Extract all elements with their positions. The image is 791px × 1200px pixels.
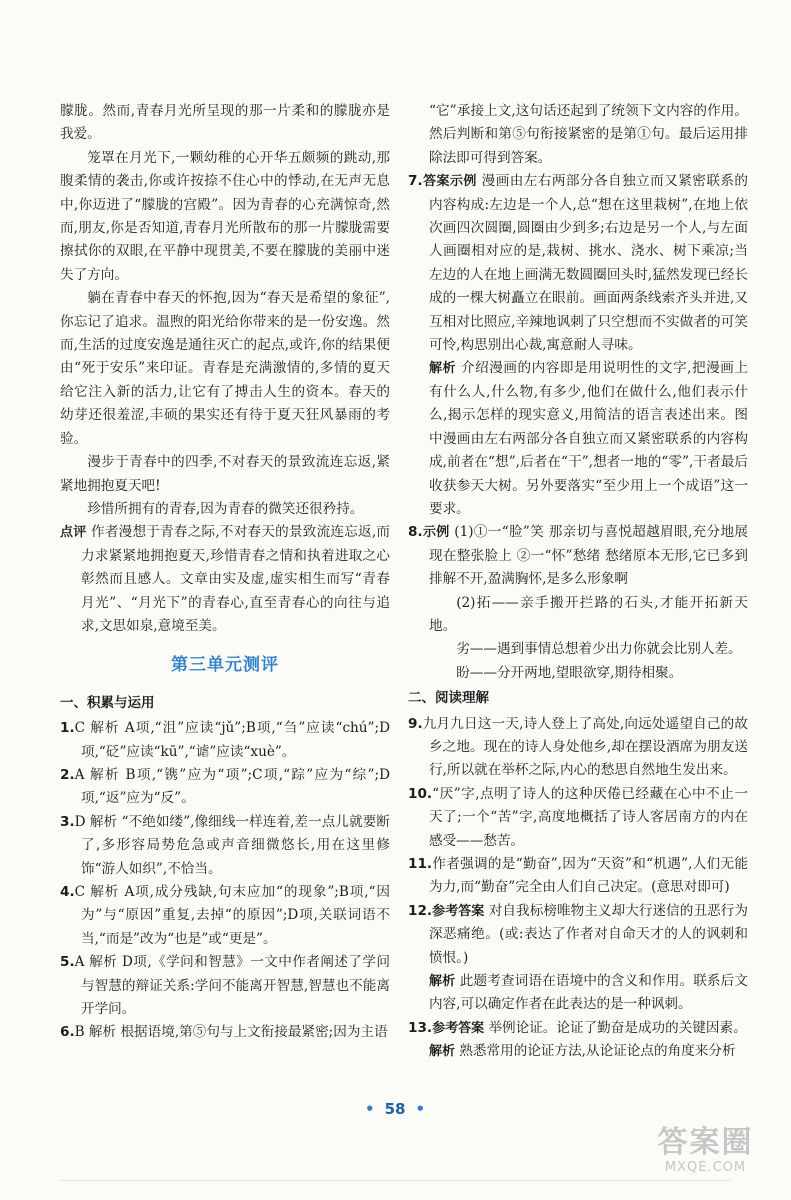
page-number	[355, 1100, 435, 1118]
item-number: 2.	[60, 766, 75, 783]
comment	[60, 521, 390, 638]
page-number-text: 58	[384, 1100, 406, 1118]
answer-item	[408, 783, 748, 853]
answer-item	[60, 717, 390, 764]
answer-item	[408, 1017, 748, 1040]
answer-item	[408, 521, 748, 591]
item-number: 5.	[60, 954, 75, 971]
analysis	[408, 357, 748, 521]
item-number: 3.	[60, 813, 75, 830]
item-text: B 解析 根据语境,第⑤句与上文衔接最紧密;因为主语	[74, 1024, 388, 1041]
item-number: 12.	[408, 902, 433, 919]
right-column	[408, 100, 748, 1064]
answer-item	[60, 881, 390, 951]
item-text: C 解析 A项,成分残缺,句末应加“的现象”;B项,“因为”与“原因”重复,去掉“的原因”;D项,关联词语不当,“而是”改为“也是”或“更是”。	[74, 884, 390, 947]
essay-paragraph: 漫步于青春中的四季,不对春天的景致流连忘返,紧紧地拥抱夏天吧!	[60, 454, 390, 494]
answer-item	[60, 811, 390, 881]
comment-text: 作者漫想于青春之际,不对春天的景致流连忘返,而力求紧紧地拥抱夏天,珍惜青春之情和执着进取之心彰然而且感人。文章由实及虚,虚实相生而写“青春月光”、“月光下”的青春心,直至青春心的向往与追求,文思如泉,意境至美。	[81, 524, 390, 634]
item-number: 10.	[408, 785, 433, 802]
watermark-url: MXQE.COM	[664, 1160, 747, 1175]
item-text: A 解析 B项,“镌”应为“项”;C项,“踪”应为“综”;D项,“返”应为“反”。	[74, 766, 390, 807]
analysis	[408, 1040, 748, 1063]
answer-tag: 示例	[422, 525, 450, 541]
item-number: 6.	[60, 1024, 75, 1041]
item-number: 7.	[408, 173, 423, 190]
analysis-tag: 解析	[429, 974, 456, 990]
answer-item	[60, 951, 390, 1021]
analysis-text: 介绍漫画的内容即是用说明性的文字,把漫画上有什么人,什么物,有多少,他们在做什么,他们表示什么,揭示怎样的现实意义,用简洁的语言表述出来。图中漫画由左右两部分各自独立而又紧密联系的内容构成,前者在“想”,后者在“干”,想者一地的“零”,干者最后收获参天大树。另外要落实“至少用上一个成语”这一要求。	[429, 360, 748, 517]
item-text: (1)①一“脸”笑 那亲切与喜悦超越眉眼,充分地展现在整张脸上 ②一“怀”愁绪 愁绪原本无形,它已多到排解不开,盈满胸怀,是多么形象啊	[429, 524, 748, 588]
item-number: 11.	[408, 856, 433, 872]
answer-line: 劣——遇到事情总想着少出力你就会比别人差。	[456, 641, 742, 658]
answer-item	[60, 1021, 390, 1044]
answer-item	[408, 170, 748, 357]
section-heading: 二、阅读理解	[408, 690, 489, 707]
answer-line: 盼——分开两地,望眼欲穿,期待相聚。	[456, 664, 683, 681]
dot-icon: •	[365, 1100, 375, 1118]
left-column	[60, 100, 390, 1045]
item-text: 九月九日这一天,诗人登上了高处,向远处遥望自己的故乡之地。现在的诗人身处他乡,却在摆设酒席为朋友送行,所以就在举杯之际,内心的愁思自然地生发出来。	[422, 715, 748, 779]
answer-tag: 参考答案	[432, 1020, 485, 1036]
essay-paragraph: 朦胧。然而,青春月光所呈现的那一片柔和的朦胧亦是我爱。	[60, 103, 390, 143]
analysis-tag: 解析	[429, 361, 457, 377]
item-text: 漫画由左右两部分各自独立而又紧密联系的内容构成:左边是一个人,总“想在这里栽树”,在地上依次画四次圆圈,圆圈由少到多;右边是另一个人,与左面人画圈相对应的是,栽树、挑水、浇水、树下乘凉;当左边的人在地上画满无数圆圈回头时,猛然发现已经长成的一棵大树矗立在眼前。画面两条线索齐头并进,又互相对比照应,辛辣地讽刺了只空想而不实做者的可笑可怜,构思别出心裁,寓意耐人寻味。	[429, 173, 748, 354]
item-number: 4.	[60, 884, 75, 900]
item-text: 作者强调的是“勤奋”,因为“天资”和“机遇”,人们无能为力,而“勤奋”完全由人们自己决定。(意思对即可)	[429, 856, 748, 896]
answer-tag: 参考答案	[432, 903, 485, 919]
item-text: “厌”字,点明了诗人的这种厌倦已经藏在心中不止一天了;一个“苦”字,高度地概括了诗人客居南方的内在感受——愁苦。	[429, 785, 748, 849]
item-text: D 解析 “不绝如缕”,像细线一样连着,差一点儿就要断了,多形容局势危急或声音细微悠长,用在这里修饰“游人如织”,不恰当。	[74, 813, 390, 877]
item-text: C 解析 A项,“沮”应读“jǔ”;B项,“刍”应读“chú”;D项,“砭”应读“kū”,“谑”应读“xuè”。	[74, 720, 390, 760]
analysis-text: 熟悉常用的论证方法,从论证论点的角度来分析	[459, 1043, 736, 1060]
essay-paragraph: 躺在青春中春天的怀抱,因为“春天是希望的象征”,你忘记了追求。温煦的阳光给你带来的是一份安逸。然而,生活的过度安逸是通往灭亡的起点,或许,你的结果便由“死于安乐”来印证。青春是充满激情的,多情的夏天给它注入新的活力,让它有了搏击人生的资本。春天的幼芽还很羞涩,丰硕的果实还有待于夏天狂风暴雨的考验。	[60, 290, 390, 447]
essay-paragraph: 笼罩在月光下,一颗幼稚的心开华五颇频的跳动,那腹柔情的袭击,你或许按捺不住心中的悸动,在无声无息中,你迈进了“朦胧的宫殿”。因为青春的心充满惊奇,然而,朋友,你是否知道,青春月光所散布的那一片朦胧需要擦拭你的双眼,在平静中现贯美,不要在朦胧的美丽中迷失了方向。	[60, 149, 390, 283]
comment-tag: 点评	[60, 525, 87, 541]
essay-paragraph: 珍惜所拥有的青春,因为青春的微笑还很矜持。	[87, 500, 364, 517]
item-text: 举例论证。论证了勤奋是成功的关键因素。	[488, 1019, 747, 1036]
answer-item	[408, 713, 748, 783]
answer-item	[60, 764, 390, 811]
answer-continuation: “它”承接上文,这句话还起到了统领下文内容的作用。然后判断和第⑤句衔接紧密的是第①句。最后运用排除法即可得到答案。	[429, 103, 748, 166]
answer-item	[408, 900, 748, 970]
answer-line: (2)拓——亲手搬开拦路的石头,才能开拓新天地。	[429, 594, 748, 634]
bottom-divider	[60, 1180, 731, 1181]
answer-tag: 答案示例	[422, 174, 477, 190]
item-text: 对自我标榜唯物主义却大行迷信的丑恶行为深恶痛绝。(或:表达了作者对自命天才的人的讽刺和愤恨。)	[429, 902, 748, 966]
item-number: 8.	[408, 524, 423, 541]
item-number: 1.	[60, 720, 75, 737]
item-text: A 解析 D项,《学问和智慧》一文中作者阐述了学问与智慧的辩证关系:学问不能离开智慧,智慧也不能离开学问。	[74, 954, 390, 1018]
answer-item	[408, 853, 748, 900]
analysis-text: 此题考查词语在语境中的含义和作用。联系后文内容,可以确定作者在此表达的是一种讽刺。	[429, 973, 748, 1013]
watermark-logo	[638, 1126, 773, 1186]
analysis	[408, 970, 748, 1017]
watermark-title: 答案圈	[657, 1125, 754, 1160]
dot-icon: •	[415, 1100, 426, 1118]
unit-title: 第三单元测评	[171, 655, 279, 676]
item-number: 13.	[408, 1019, 433, 1036]
analysis-tag: 解析	[429, 1044, 456, 1060]
item-number: 9.	[408, 715, 423, 732]
section-heading: 一、积累与运用	[60, 694, 155, 711]
